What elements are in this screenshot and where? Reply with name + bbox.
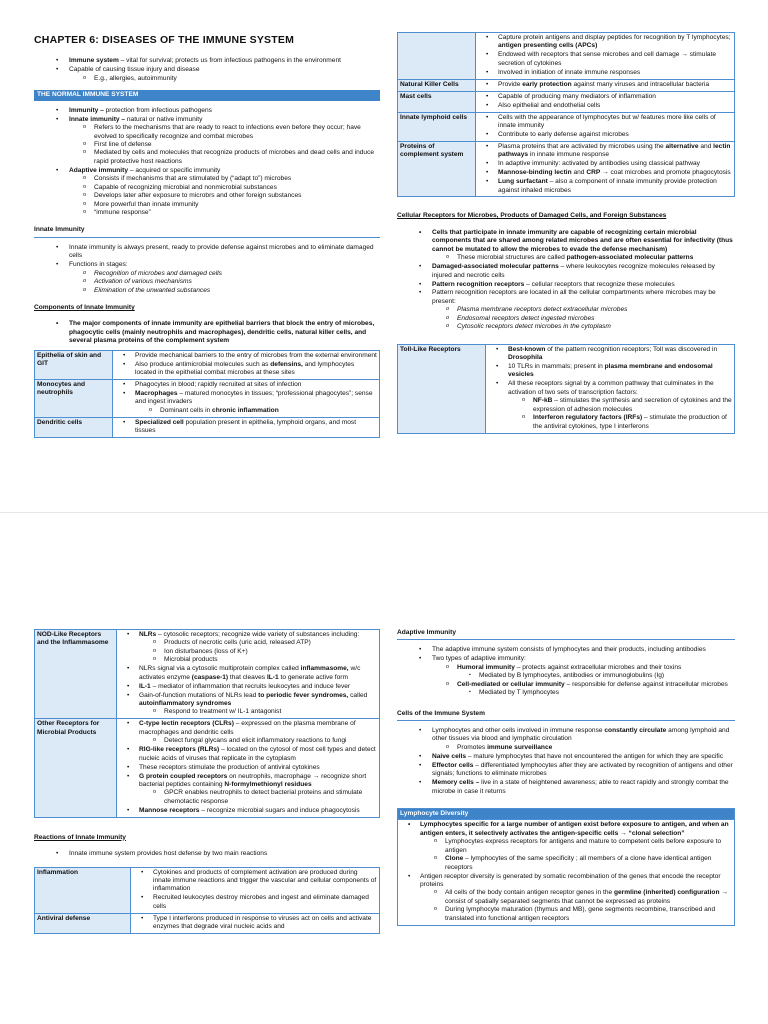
list-item: • NLRs – cytosolic receptors; recognize wide variety of substances including: o Products of necrotic cells (uric acid, released ATP) o Ion disturbances (loss of K+) o Microbial products (119, 631, 377, 665)
list-item: • Also epithelial and endothelial cells (478, 102, 732, 110)
list-item: o Detect fungal glycans and elicit inflammatory reactions to fungi (139, 737, 377, 745)
section-heading: Components of Innate Immunity (34, 303, 135, 311)
list-item: • Capable of causing tissue injury and disease o E.g., allergies, autoimmunity (34, 66, 380, 83)
list-item: o First line of defense (69, 141, 380, 149)
list-item: o Clone – lymphocytes of the same specificity ; all members of a clone have identical antigen receptors (420, 855, 732, 872)
list-item: • Involved in initiation of innate immune responses (478, 69, 732, 77)
list-item: • All these receptors signal by a common pathway that culminates in the activation of two sets of transcription factors: o NF-kB – stimulates the synthesis and secretion of cytokines and the expression of adhesion molecules o Interferon regulatory factors (IRFs) – stimulate the production of the antiviral cytokines, type I interferons (488, 380, 732, 431)
list-item: o Microbial products (139, 656, 377, 664)
list-item: o Ion disturbances (loss of K+) (139, 648, 377, 656)
cells-table (397, 32, 735, 197)
table-row (398, 112, 735, 141)
table-row (398, 33, 735, 80)
list-item: o Plasma membrane receptors detect extracellular microbes (432, 306, 735, 314)
table-key: Innate lymphoid cells (398, 112, 476, 141)
list-item: • Pattern recognition receptors are located in all the cellular compartments where microbes may be present: o Plasma membrane receptors detect extracellular microbes o Endosomal receptors detect ingested microbes o Cytosolic receptors detect microbes in the cytoplasm (397, 289, 735, 331)
list-item: • IL-1 – mediator of inflammation that recruits leukocytes and induce fever (119, 683, 377, 691)
list-item: • Capture protein antigens and display peptides for recognition by T lymphocytes; antigen presenting cells (APCs) (478, 34, 732, 51)
list-item: • RIG-like receptors (RLRs) – located on the cytosol of most cell types and detect nucleic acids of viruses that replicate in the cytoplasm (119, 746, 377, 763)
list-item: • Contribute to early defense against microbes (478, 131, 732, 139)
list-item: • Innate immunity – natural or native immunity o Refers to the mechanisms that are ready to react to infections even before they occur; have evolved to specifically recognize and combat microbes o First line of defense o Mediated by cells and molecules that recognize products of microbes and dead cells and induce rapid protective host reactions (34, 116, 380, 167)
table-key: Monocytes and neutrophils (35, 380, 113, 418)
list-item: o Cell-mediated or cellular immunity – responsible for defense against intracellular microbes ▪ Mediated by T lymphocytes (432, 681, 735, 698)
list-item: o E.g., allergies, autoimmunity (69, 75, 380, 83)
section-heading: Innate Immunity (34, 226, 380, 237)
list-item: o Interferon regulatory factors (IRFs) – stimulate the production of the antiviral cytokines, type I interferons (508, 414, 732, 431)
diversity-table (397, 808, 735, 926)
table-header: Lymphocyte Diversity (398, 809, 735, 820)
list-item: • Endowed with receptors that sense microbes and cell damage → stimulate secretion of cytokines (478, 51, 732, 68)
list-item: • Cytokines and products of complement activation are produced during innate immune reactions and trigger the vascular and cellular components of inflammation (133, 869, 377, 894)
list-item: • Immune system – vital for survival; protects us from infectious pathogens in the environment (34, 57, 380, 65)
list-item: o More powerful than innate immunity (69, 201, 380, 209)
innate-list (34, 244, 380, 295)
list-item: ▪ Mediated by B lymphocytes, antibodies or immunoglobulins (Ig) (457, 672, 735, 680)
list-item: • Specialized cell population present in epithelia, lymphoid organs, and most tissues (115, 419, 377, 436)
normal-immune-list (34, 107, 380, 218)
table-row (398, 79, 735, 91)
table-key: Other Receptors for Microbial Products (35, 719, 117, 817)
list-item: • Effector cells – differentiated lymphocytes after they are activated by recognition of antigens and other signals; functions to eliminate microbes (397, 762, 735, 779)
list-item: • These receptors stimulate the production of antiviral cytokines (119, 764, 377, 772)
list-item: o Respond to treatment w/ IL-1 antagonist (139, 708, 377, 716)
list-item: • Immunity – protection from infectious pathogens (34, 107, 380, 115)
list-item: o Dominant cells in chronic inflammation (135, 407, 377, 415)
reactions-list (34, 850, 380, 858)
table-key: Proteins of complement system (398, 141, 476, 197)
table-key: Mast cells (398, 91, 476, 112)
tlr-table (397, 344, 735, 434)
list-item: • Lymphocytes and other cells involved in immune response constantly circulate among lymphoid and other tissues via blood and lymphatic circulation o Promotes immune surveillance (397, 727, 735, 752)
section-heading: Reactions of Innate Immunity (34, 833, 126, 841)
list-item: • Recruited leukocytes destroy microbes and ingest and eliminate damaged cells (133, 894, 377, 911)
table-key: Antiviral defense (35, 913, 131, 933)
list-item: o “immune response” (69, 209, 380, 217)
list-item: • Damaged-associated molecular patterns – where leukocytes recognize molecules released by injured and necrotic cells (397, 263, 735, 280)
list-item: • The adaptive immune system consists of lymphocytes and their products, including antibodies (397, 646, 735, 654)
page1-left-column (34, 34, 380, 438)
section-banner: THE NORMAL IMMUNE SYSTEM (34, 90, 380, 100)
list-item: • Plasma proteins that are activated by microbes using the alternative and lectin pathways in innate immune response (478, 143, 732, 160)
list-item: • Cells with the appearance of lymphocytes but w/ features more like cells of innate immunity (478, 114, 732, 131)
list-item: o Mediated by cells and molecules that recognize products of microbes and dead cells and induce rapid protective host reactions (69, 149, 380, 166)
list-item: • In adaptive immunity: activated by antibodies using classical pathway (478, 160, 732, 168)
page-2 (0, 512, 768, 1024)
list-item: o Humoral immunity – protects against extracellular microbes and their toxins ▪ Mediated by B lymphocytes, antibodies or immunoglobulins (Ig) (432, 664, 735, 681)
table-key: Toll-Like Receptors (398, 344, 486, 433)
table-row (398, 820, 735, 925)
list-item: • Innate immune system provides host defense by two main reactions (34, 850, 380, 858)
list-item: o Refers to the mechanisms that are ready to react to infections even before they occur; have evolved to specifically recognize and combat microbes (69, 124, 380, 141)
receptors-list (397, 229, 735, 332)
list-item: • Functions in stages: o Recognition of microbes and damaged cells o Activation of various mechanisms o Elimination of the unwanted substances (34, 261, 380, 295)
cells-list (397, 727, 735, 796)
table-header-row (398, 809, 735, 820)
list-item: o All cells of the body contain antigen receptor genes in the germline (inherited) configuration → consist of spatially separated segments that cannot be expressed as proteins (420, 889, 732, 906)
list-item: o Lymphocytes express receptors for antigens and mature to competent cells before exposure to antigen (420, 838, 732, 855)
table-key: Epithelia of skin and GIT (35, 350, 113, 379)
list-item: o NF-kB – stimulates the synthesis and secretion of cytokines and the expression of adhesion molecules (508, 397, 732, 414)
list-item: • C-type lectin receptors (CLRs) – expressed on the plasma membrane of macrophages and dendritic cells o Detect fungal glycans and elicit inflammatory reactions to fungi (119, 720, 377, 745)
list-item: ▪ Mediated by T lymphocytes (457, 689, 735, 697)
list-item: • 10 TLRs in mammals; present in plasma membrane and endosomal vesicles (488, 363, 732, 380)
list-item: o Products of necrotic cells (uric acid, released ATP) (139, 639, 377, 647)
table-row (35, 380, 380, 418)
table-row (398, 141, 735, 197)
intro-list (34, 57, 380, 83)
list-item: • Innate immunity is always present, ready to provide defense against microbes and to eliminate damaged cells (34, 244, 380, 261)
list-item: • Memory cells – live in a state of heightened awareness; able to react rapidly and strongly combat the microbe in case it returns (397, 779, 735, 796)
reactions-table (34, 867, 380, 935)
list-item: • Macrophages – matured monocytes in tissues; “professional phagocytes”; sense and ingest invaders o Dominant cells in chronic inflammation (115, 390, 377, 415)
table-row (35, 719, 380, 817)
list-item: o Capable of recognizing microbial and nonmicrobial substances (69, 184, 380, 192)
page2-left-column (34, 629, 380, 934)
table-row (398, 344, 735, 433)
components-list (34, 320, 380, 345)
list-item: o Elimination of the unwanted substances (69, 287, 380, 295)
table-key: Inflammation (35, 867, 131, 913)
list-item: o Consists if mechanisms that are stimulated by (“adapt to”) microbes (69, 175, 380, 183)
list-item: • Lung surfactant – also a component of innate immunity provide protection against inhaled microbes (478, 178, 732, 195)
table-row (398, 91, 735, 112)
list-item: • G protein coupled receptors on neutrophils, macrophage → recognize short bacterial peptides containing N-formylmethionyl residues o GPCR enables neutrophils to detect bacterial proteins and stimulate chemotactic response (119, 773, 377, 807)
list-item: • Pattern recognition receptors – cellular receptors that recognize these molecules (397, 281, 735, 289)
section-heading: Cells of the Immune System (397, 710, 735, 721)
components-table (34, 350, 380, 438)
list-item: • NLRs signal via a cytosolic multiprotein complex called inflammasome, w/c activates enzyme (caspase-1) that cleaves IL-1 to generate active form (119, 665, 377, 682)
list-item: o Activation of various mechanisms (69, 278, 380, 286)
table-row (35, 913, 380, 933)
table-key: NOD-Like Receptors and the Inflammasome (35, 630, 117, 719)
table-row (35, 867, 380, 913)
list-item: o Endosomal receptors detect ingested microbes (432, 315, 735, 323)
table-key (398, 33, 476, 80)
list-item: • Mannose receptors – recognize microbial sugars and induce phagocytosis (119, 807, 377, 815)
list-item: • Phagocytes in blood; rapidly recruited at sites of infection (115, 381, 377, 389)
list-item: o Recognition of microbes and damaged cells (69, 270, 380, 278)
list-item: • Antigen receptor diversity is generated by somatic recombination of the genes that encode the receptor proteins o All cells of the body contain antigen receptor genes in the germline (inherited) configuration → consist of spatially separated segments that cannot be expressed as proteins o During lymphocyte maturation (thymus and MB), gene segments recombine, transcribed and translated into functional antigen receptors (400, 873, 732, 924)
table-row (35, 630, 380, 719)
list-item: • Best-known of the pattern recognition receptors; Toll was discovered in Drosophila (488, 346, 732, 363)
table-key: Natural Killer Cells (398, 79, 476, 91)
section-heading: Cellular Receptors for Microbes, Products of Damaged Cells, and Foreign Substances (397, 212, 667, 220)
list-item: • Lymphocytes specific for a large number of antigen exist before exposure to antigen, and when an antigen enters, it selectively activates the antigen-specific cells → “clonal selection” o Lymphocytes express receptors for antigens and mature to competent cells before exposure to antigen o Clone – lymphocytes of the same specificity ; all members of a clone have identical antigen receptors (400, 821, 732, 872)
receptors-table (34, 629, 380, 818)
list-item: o GPCR enables neutrophils to detect bacterial proteins and stimulate chemotactic response (139, 789, 377, 806)
table-key: Dendritic cells (35, 417, 113, 437)
list-item: o These microbial structures are called pathogen-associated molecular patterns (432, 254, 735, 262)
table-row (35, 417, 380, 437)
chapter-title: CHAPTER 6: DISEASES OF THE IMMUNE SYSTEM (34, 34, 295, 46)
list-item: • Provide early protection against many viruses and intracellular bacteria (478, 81, 732, 89)
adaptive-list (397, 646, 735, 697)
list-item: • Cells that participate in innate immunity are capable of recognizing certain microbial components that are shared among related microbes and are often essential for infectivity (thus cannot be mutated to allow the microbes to evade the defense mechanism) o These microbial structures are called pathogen-associated molecular patterns (397, 229, 735, 263)
list-item: • Adaptive immunity – acquired or specific immunity o Consists if mechanisms that are stimulated by (“adapt to”) microbes o Capable of recognizing microbial and nonmicrobial substances o Develops later after exposure to microbrs and other foreign substances o More powerful than innate immunity o “immune response” (34, 167, 380, 218)
list-item: • The major components of innate immunity are epithelial barriers that block the entry of microbes, phagocytic cells (mainly neutrophils and macrophages), dendritic cells, natural killer cells, and several plasma proteins of the complement system (34, 320, 380, 345)
list-item: • Mannose-binding lectin and CRP → coat microbes and promote phagocytosis (478, 169, 732, 177)
list-item: • Also produce antimicrobial molecules such as defensins, and lymphocytes located in the epithelial combat microbes at these sites (115, 361, 377, 378)
list-item: • Provide mechanical barriers to the entry of microbes from the external environment (115, 352, 377, 360)
section-heading: Adaptive Immunity (397, 629, 735, 640)
list-item: o Develops later after exposure to microbrs and other foreign substances (69, 192, 380, 200)
list-item: o During lymphocyte maturation (thymus and MB), gene segments recombine, transcribed and translated into functional antigen receptors (420, 906, 732, 923)
list-item: • Capable of producing many mediators of inflammation (478, 93, 732, 101)
list-item: • Naive cells – mature lymphocytes that have not encountered the antigen for which they are specific (397, 753, 735, 761)
list-item: o Promotes immune surveillance (432, 744, 735, 752)
list-item: o Cytosolic receptors detect microbes in the cytoplasm (432, 323, 735, 331)
list-item: • Type I interferons produced in response to viruses act on cells and activate enzymes that degrade viral nucleic acids and (133, 915, 377, 932)
table-row (35, 350, 380, 379)
page1-right-column (397, 32, 735, 434)
list-item: • Gain-of-function mutations of NLRs lead to periodic fever syndromes, called autoinflammatory syndromes o Respond to treatment w/ IL-1 antagonist (119, 692, 377, 717)
list-item: • Two types of adaptive immunity: o Humoral immunity – protects against extracellular microbes and their toxins ▪ Mediated by B lymphocytes, antibodies or immunoglobulins (Ig) o Cell-mediated or cellular immunity – responsible for defense against intracellular microbes ▪ Mediated by T lymphocytes (397, 655, 735, 697)
page2-right-column (397, 629, 735, 926)
